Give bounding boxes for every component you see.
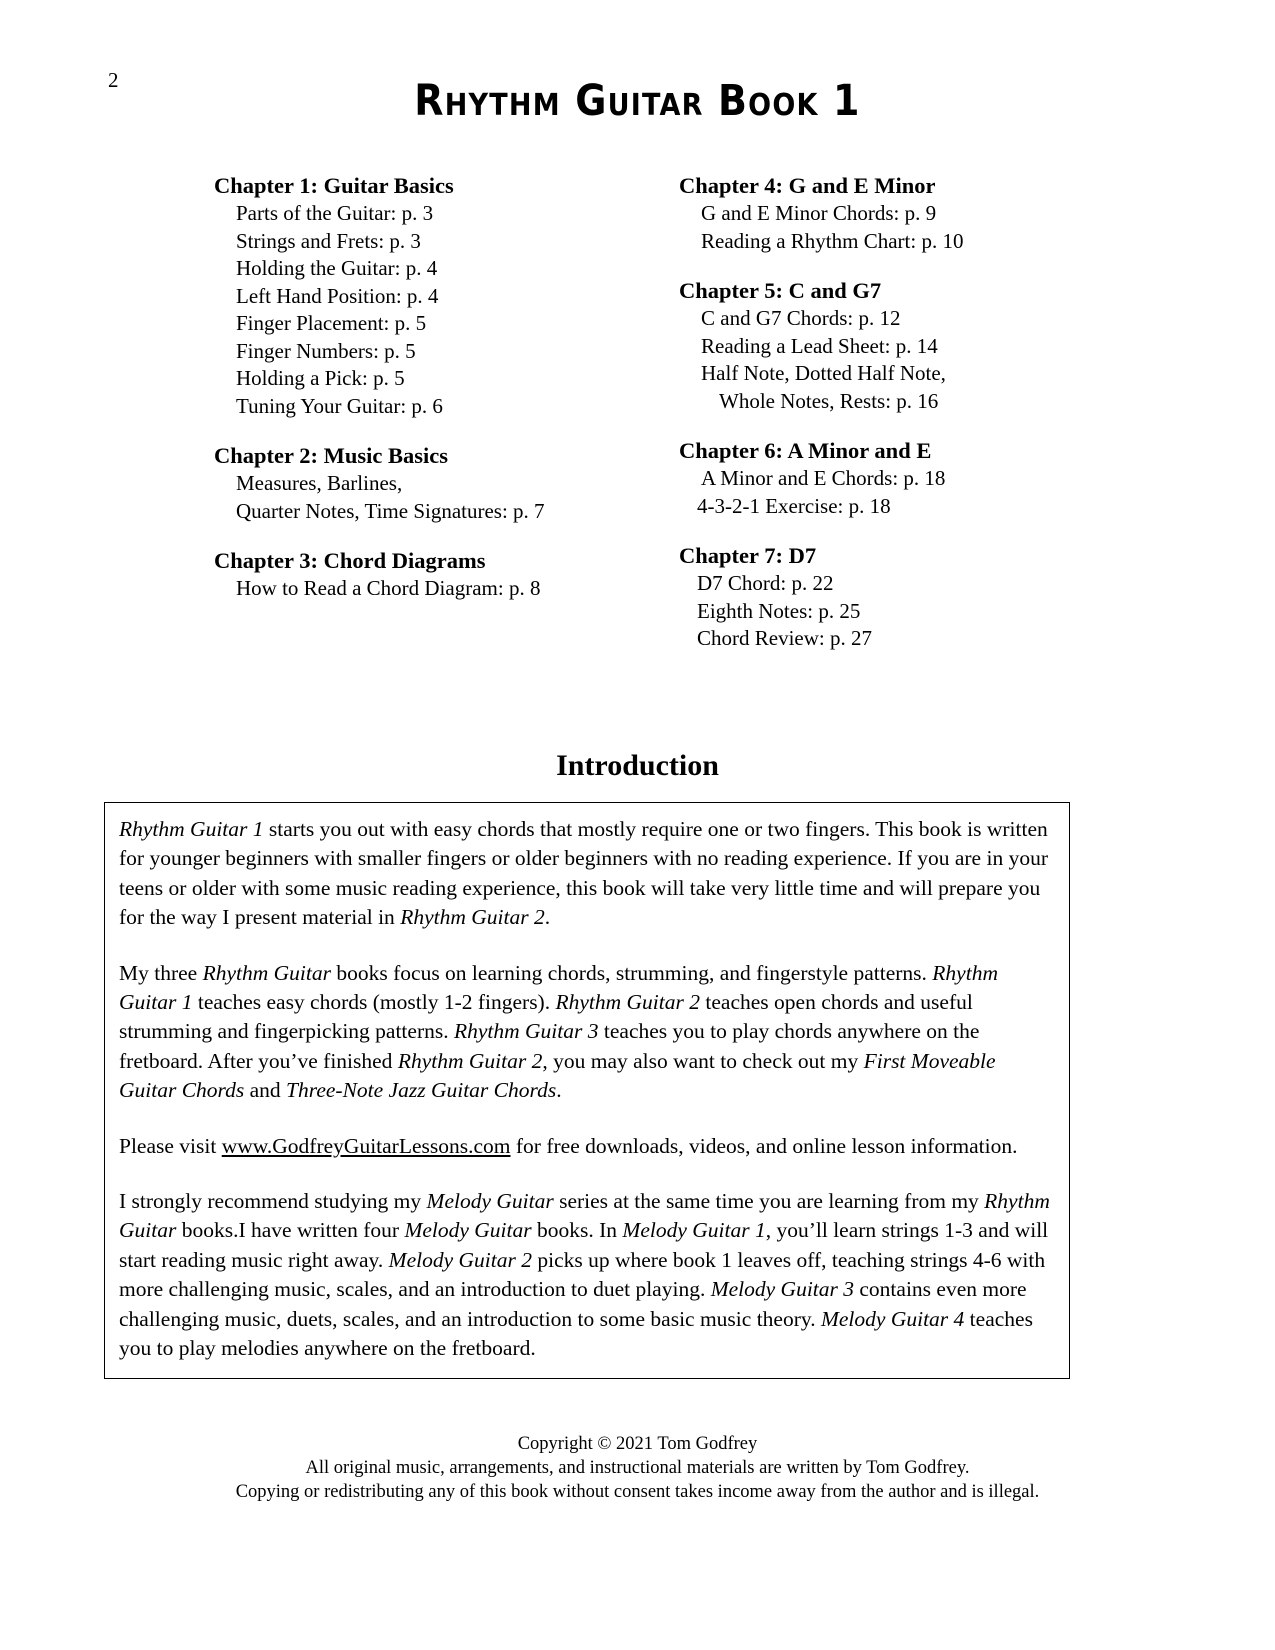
toc-entry[interactable]: Strings and Frets: p. 3 xyxy=(236,228,421,253)
intro-paragraph-3 xyxy=(119,1132,1055,1161)
toc-chapter-title: Chapter 7: D7 xyxy=(679,543,817,568)
intro-p1-italic-2: Rhythm Guitar 2 xyxy=(400,905,545,930)
intro-p4-text-3: books.I have written four xyxy=(176,1218,405,1243)
toc-entry[interactable]: Quarter Notes, Time Signatures: p. 7 xyxy=(236,498,545,523)
intro-p2-text-3: teaches easy chords (mostly 1-2 fingers). xyxy=(192,990,556,1015)
intro-p4-text-4: books. In xyxy=(531,1218,623,1243)
toc-chapter-items xyxy=(214,200,644,420)
intro-p4-italic-4: Melody Guitar 1 xyxy=(622,1218,766,1243)
toc-entry[interactable]: Whole Notes, Rests: p. 16 xyxy=(719,388,939,413)
intro-p2-text-2: books focus on learning chords, strumming, and fingerstyle patterns. xyxy=(331,960,933,985)
intro-p1-text-2: . xyxy=(544,905,551,930)
intro-p2-italic-6: First Moveable Guitar Chords xyxy=(119,1048,996,1103)
toc-entry[interactable]: G and E Minor Chords: p. 9 xyxy=(701,201,937,225)
toc-chapter-items xyxy=(679,305,1109,415)
toc-entry[interactable]: Reading a Lead Sheet: p. 14 xyxy=(701,333,938,358)
toc-entry[interactable]: Reading a Rhythm Chart: p. 10 xyxy=(701,228,964,253)
toc-chapter-2 xyxy=(214,442,644,525)
intro-p2-text-5: teaches you to play chords anywhere on the fretboard. After you’ve finished xyxy=(119,1019,980,1073)
toc-chapter-items xyxy=(679,465,1109,520)
toc-entry[interactable]: Chord Review: p. 27 xyxy=(697,626,872,650)
intro-p2-italic-7: Three-Note Jazz Guitar Chords xyxy=(286,1078,557,1103)
intro-p2-text-6: , you may also want to check out my xyxy=(542,1048,864,1073)
intro-p4-text-7: contains even more challenging music, duets, scales, and an introduction to some basic music theory. xyxy=(119,1277,1027,1331)
toc-column-right xyxy=(679,172,1109,653)
toc-chapter-title: Chapter 4: G and E Minor xyxy=(679,173,936,198)
intro-p4-italic-1: Melody Guitar xyxy=(426,1189,554,1214)
page-number: 2 xyxy=(108,68,119,92)
toc-chapter-title: Chapter 2: Music Basics xyxy=(214,443,448,468)
intro-p2-text-1: My three xyxy=(119,960,203,985)
toc-entry[interactable]: A Minor and E Chords: p. 18 xyxy=(701,466,946,490)
introduction-text-box xyxy=(104,802,1070,1379)
toc-chapter-4 xyxy=(679,172,1109,255)
introduction-heading: Introduction xyxy=(556,749,719,782)
page-title: Rhythm Guitar Book 1 xyxy=(414,76,861,126)
intro-p1-italic-1: Rhythm Guitar 1 xyxy=(119,817,264,841)
toc-chapter-items xyxy=(679,200,1109,255)
toc-chapter-items xyxy=(214,470,644,525)
toc-entry[interactable]: Finger Numbers: p. 5 xyxy=(236,338,416,363)
toc-chapter-5 xyxy=(679,277,1109,415)
toc-entry[interactable]: Measures, Barlines, xyxy=(236,471,403,495)
intro-p1-text-1: starts you out with easy chords that mostly require one or two fingers. This book is written for younger beginners with smaller fingers or older beginners with no reading experience. If you are in your teens or older with some music reading experience, this book will take very little time and will prepare you for the way I present material in xyxy=(119,817,1048,930)
toc-entry[interactable]: How to Read a Chord Diagram: p. 8 xyxy=(236,576,541,600)
footer-copyright-line: Copyright © 2021 Tom Godfrey xyxy=(517,1434,758,1454)
toc-chapter-items xyxy=(214,575,644,603)
toc-entry[interactable]: 4-3-2-1 Exercise: p. 18 xyxy=(697,493,891,518)
toc-chapter-6 xyxy=(679,437,1109,520)
intro-p4-text-2: series at the same time you are learning from my xyxy=(553,1189,985,1214)
toc-entry[interactable]: Tuning Your Guitar: p. 6 xyxy=(236,393,443,418)
table-of-contents xyxy=(0,172,1275,692)
intro-p2-text-8: . xyxy=(556,1078,562,1103)
intro-paragraph-4 xyxy=(119,1187,1055,1363)
toc-chapter-title: Chapter 6: A Minor and E xyxy=(679,438,932,463)
toc-chapter-items xyxy=(679,570,1109,653)
intro-p2-text-4: teaches open chords and useful strumming and fingerpicking patterns. xyxy=(119,990,973,1044)
toc-entry[interactable]: Half Note, Dotted Half Note, xyxy=(701,361,946,385)
intro-p2-italic-1: Rhythm Guitar xyxy=(202,960,331,985)
toc-entry[interactable]: Parts of the Guitar: p. 3 xyxy=(236,201,434,225)
intro-p4-italic-7: Melody Guitar 4 xyxy=(820,1306,965,1331)
intro-p2-italic-2: Rhythm Guitar 1 xyxy=(119,960,998,1015)
toc-column-left xyxy=(214,172,644,603)
toc-chapter-title: Chapter 1: Guitar Basics xyxy=(214,173,454,198)
intro-p4-italic-5: Melody Guitar 2 xyxy=(388,1247,532,1272)
intro-p3-text-2: for free downloads, videos, and online lesson information. xyxy=(510,1133,1018,1158)
intro-p4-italic-3: Melody Guitar xyxy=(404,1218,532,1243)
footer-attribution-line: All original music, arrangements, and instructional materials are written by Tom Godfrey. xyxy=(305,1458,970,1478)
intro-p2-italic-5: Rhythm Guitar 2 xyxy=(397,1048,543,1073)
intro-p2-text-7: and xyxy=(244,1078,287,1103)
toc-chapter-7 xyxy=(679,542,1109,653)
intro-p4-text-5: , you’ll learn strings 1-3 and will start reading music right away. xyxy=(119,1218,1049,1272)
page-footer xyxy=(0,1432,1275,1504)
toc-entry[interactable]: D7 Chord: p. 22 xyxy=(697,571,834,595)
intro-paragraph-2 xyxy=(119,959,1055,1106)
toc-entry[interactable]: Holding a Pick: p. 5 xyxy=(236,366,405,390)
toc-entry[interactable]: C and G7 Chords: p. 12 xyxy=(701,306,901,330)
website-link[interactable]: www.GodfreyGuitarLessons.com xyxy=(221,1133,511,1158)
toc-chapter-3 xyxy=(214,547,644,603)
intro-p4-italic-2: Rhythm Guitar xyxy=(119,1189,1050,1243)
intro-p4-italic-6: Melody Guitar 3 xyxy=(710,1277,855,1302)
toc-chapter-1 xyxy=(214,172,644,420)
intro-p4-text-6: picks up where book 1 leaves off, teaching strings 4-6 with more challenging music, scales, and an introduction to duet playing. xyxy=(119,1247,1046,1302)
intro-p4-text-1: I strongly recommend studying my xyxy=(119,1189,427,1214)
toc-chapter-title: Chapter 5: C and G7 xyxy=(679,278,882,303)
toc-entry[interactable]: Eighth Notes: p. 25 xyxy=(697,598,861,623)
intro-p2-italic-4: Rhythm Guitar 3 xyxy=(453,1019,599,1044)
intro-p4-text-8: teaches you to play melodies anywhere on the fretboard. xyxy=(119,1306,1033,1361)
footer-notice-line: Copying or redistributing any of this book without consent takes income away from the author and is illegal. xyxy=(235,1482,1040,1502)
toc-entry[interactable]: Finger Placement: p. 5 xyxy=(236,311,427,335)
intro-p3-text-1: Please visit xyxy=(119,1133,222,1158)
intro-p2-italic-3: Rhythm Guitar 2 xyxy=(555,990,701,1015)
toc-chapter-title: Chapter 3: Chord Diagrams xyxy=(214,548,486,573)
toc-entry[interactable]: Left Hand Position: p. 4 xyxy=(236,283,439,308)
toc-entry[interactable]: Holding the Guitar: p. 4 xyxy=(236,256,438,280)
intro-paragraph-1 xyxy=(119,815,1055,933)
